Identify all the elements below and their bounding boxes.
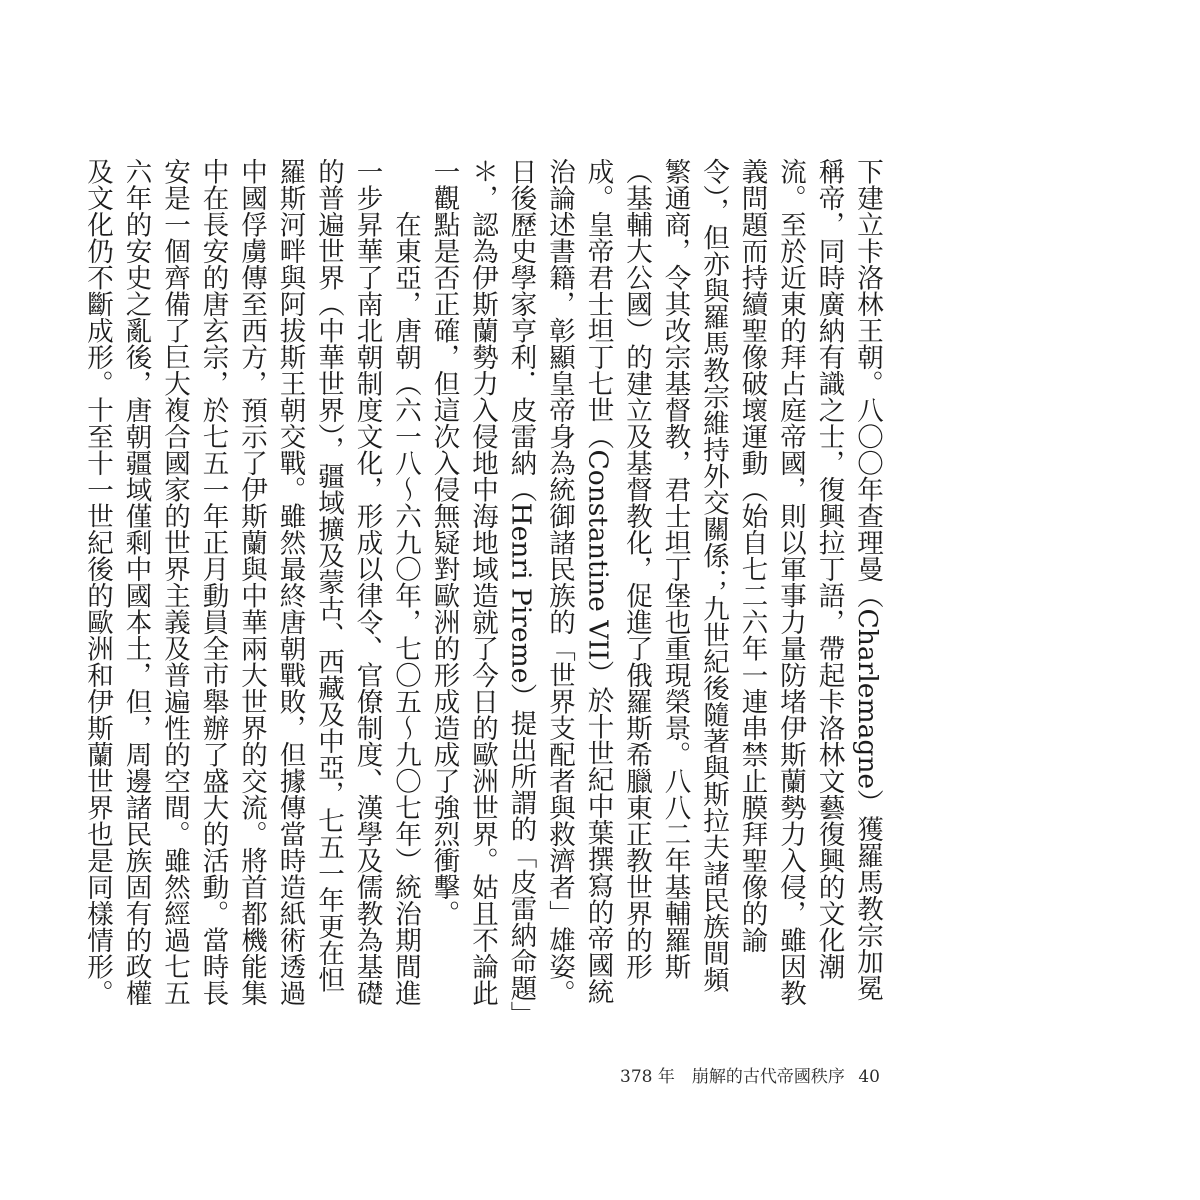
- vertical-text-body: [82, 158, 886, 1018]
- page-footer: [580, 1062, 890, 1092]
- paragraph-carolingian-byzantium: 下建立卡洛林王朝。八〇〇年查理曼（Charlemagne）獲羅馬教宗加冕稱帝，同時廣納有識之士，復興拉丁語，帶起卡洛林文藝復興的文化潮流。至於近東的拜占庭帝國，則以軍事力量防堵伊斯蘭勢力入侵，雖因教義問題而持續聖像破壞運動（始自七二六年一連串禁止膜拜聖像的諭令），但亦與羅馬教宗維持外交關係；九世紀後隨著與斯拉夫諸民族間頻繁通商，令其改宗基督教，君士坦丁堡也重現榮景。八八二年基輔羅斯（基輔大公國）的建立及基督教化，促進了俄羅斯希臘東正教世界的形成。皇帝君士坦丁七世（Constantine VII）於十世紀中葉撰寫的帝國統治論述書籍，彰顯皇帝身為統御諸民族的「世界支配者與救濟者」雄姿。日後歷史學家亨利．皮雷納（Henri Pireme）提出所謂的「皮雷納命題」＊，認為伊斯蘭勢力入侵地中海地域造就了今日的歐洲世界。姑且不論此一觀點是否正確，但這次入侵無疑對歐洲的形成造成了強烈衝擊。: [428, 158, 883, 1015]
- paragraph-tang-dynasty: 在東亞，唐朝（六一八～六九〇年，七〇五～九〇七年）統治期間進一步昇華了南北朝制度文化，形成以律令、官僚制度、漢學及儒教為基礎的普遍世界（中華世界），疆域擴及蒙古、西藏及中亞，七五一年更在怛羅斯河畔與阿拔斯王朝交戰。雖然最終唐朝戰敗，但據傳當時造紙術透過中國俘虜傳至西方，預示了伊斯蘭與中華兩大世界的交流。將首都機能集中在長安的唐玄宗，於七五一年正月動員全市舉辦了盛大的活動。當時長安是一個齊備了巨大複合國家的世界主義及普遍性的空間。雖然經過七五六年的安史之亂後，唐朝疆域僅剩中國本土，但，周邊諸民族固有的政權及文化仍不斷成形。十至十一世紀後的歐洲和伊斯蘭世界也是同樣情形。: [82, 158, 421, 1006]
- running-head: 378 年 崩解的古代帝國秩序: [620, 1067, 845, 1087]
- page-number: 40: [858, 1067, 880, 1087]
